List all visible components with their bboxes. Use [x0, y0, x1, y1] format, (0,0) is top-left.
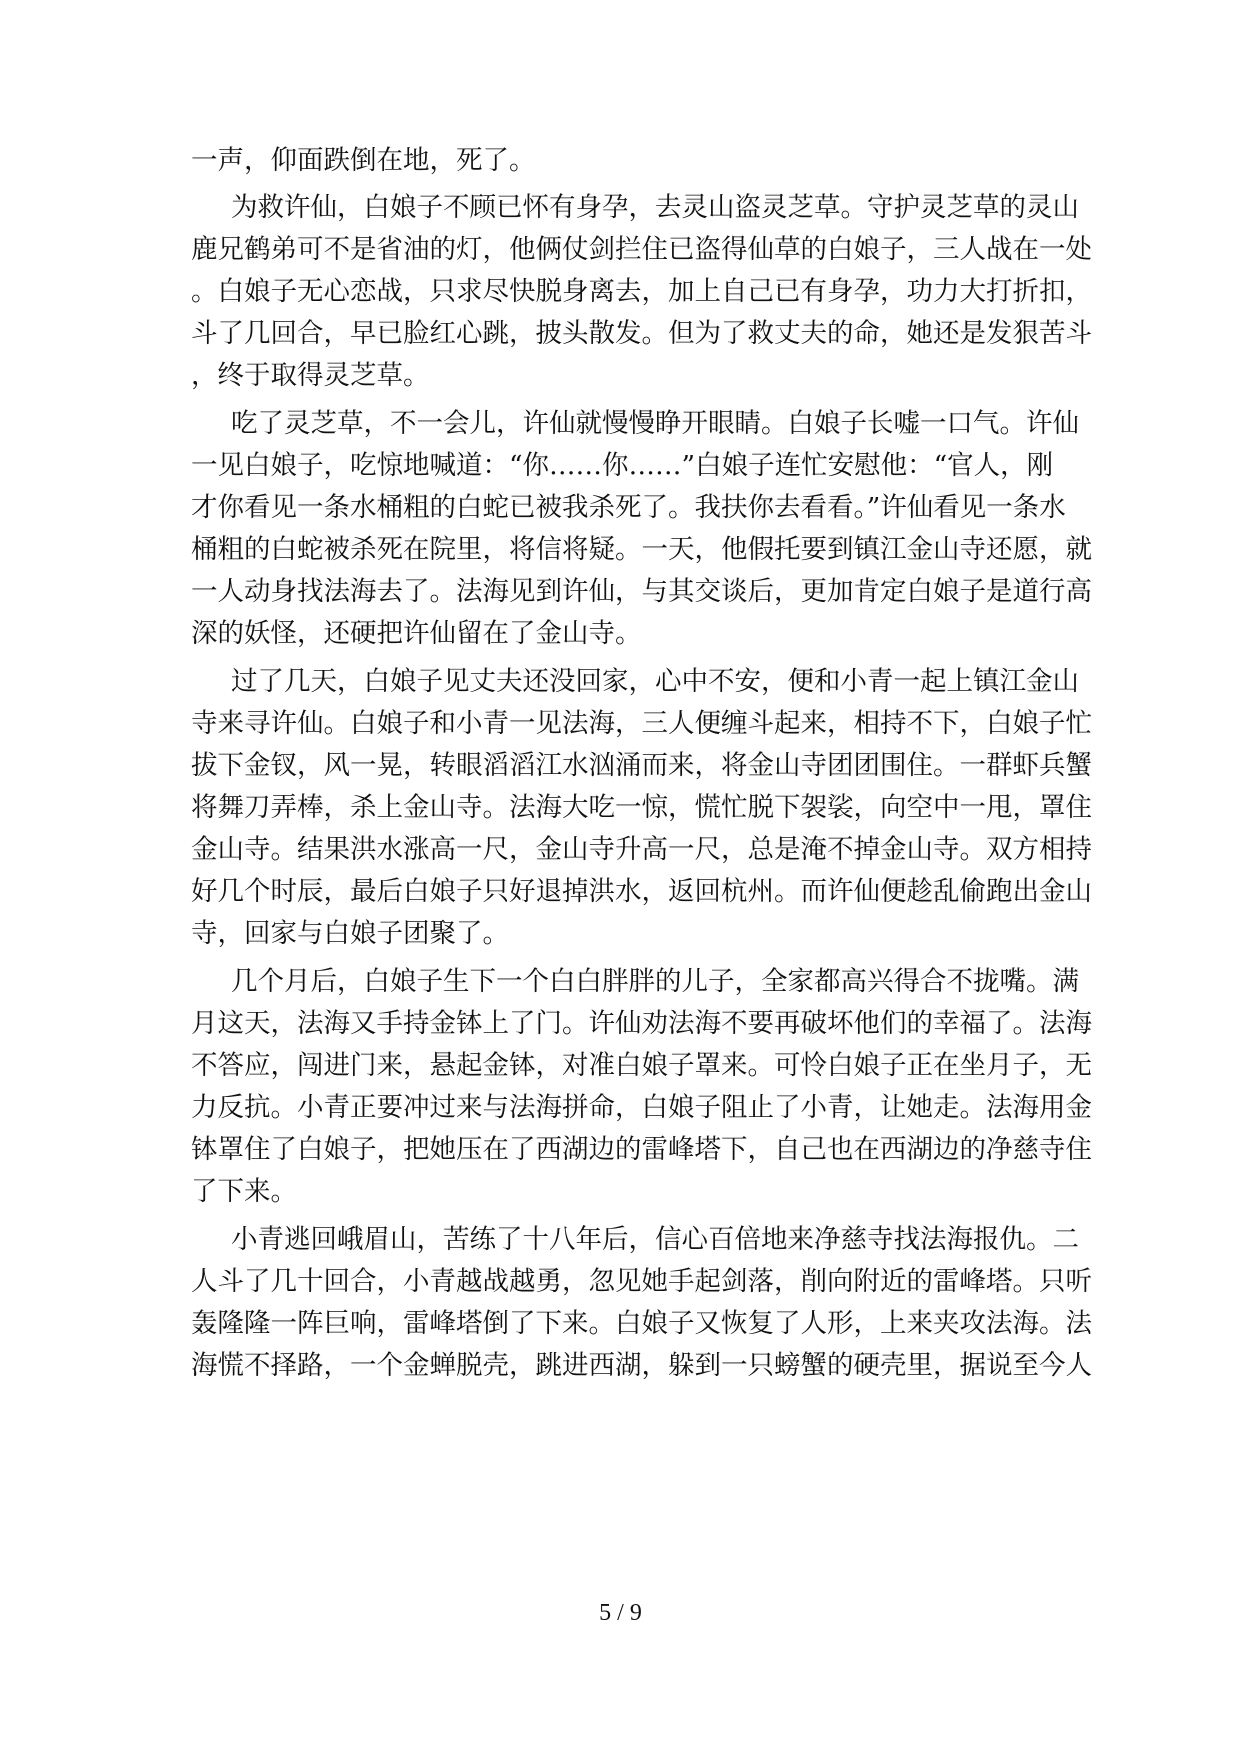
text-line: 寺来寻许仙。白娘子和小青一见法海，三人便缠斗起来，相持不下，白娘子忙 — [191, 708, 1092, 739]
text-line: 将舞刀弄棒，杀上金山寺。法海大吃一惊，慌忙脱下袈裟，向空中一甩，罩住 — [191, 792, 1092, 823]
text-line: 寺，回家与白娘子团聚了。 — [191, 918, 509, 949]
text-line: 不答应，闯进门来，悬起金钵，对准白娘子罩来。可怜白娘子正在坐月子，无 — [191, 1050, 1092, 1081]
text-line: 海慌不择路，一个金蝉脱壳，跳进西湖，躲到一只螃蟹的硬壳里，据说至今人 — [191, 1350, 1092, 1381]
text-line: 金山寺。结果洪水涨高一尺，金山寺升高一尺，总是淹不掉金山寺。双方相持 — [191, 834, 1092, 865]
text-line: 力反抗。小青正要冲过来与法海拼命，白娘子阻止了小青，让她走。法海用金 — [191, 1092, 1092, 1123]
text-line: 才你看见一条水桶粗的白蛇已被我杀死了。我扶你去看看。”许仙看见一条水 — [191, 492, 1066, 523]
text-line: 为救许仙，白娘子不顾已怀有身孕，去灵山盗灵芝草。守护灵芝草的灵山 — [231, 192, 1079, 223]
text-line: 一人动身找法海去了。法海见到许仙，与其交谈后，更加肯定白娘子是道行高 — [191, 576, 1092, 607]
text-line: 人斗了几十回合，小青越战越勇，忽见她手起剑落，削向附近的雷峰塔。只听 — [191, 1266, 1092, 1297]
text-line: 鹿兄鹤弟可不是省油的灯，他俩仗剑拦住已盗得仙草的白娘子，三人战在一处 — [191, 234, 1092, 265]
text-line: ，终于取得灵芝草。 — [191, 360, 430, 391]
text-line: 月这天，法海又手持金钵上了门。许仙劝法海不要再破坏他们的幸福了。法海 — [191, 1008, 1092, 1039]
text-line: 拔下金钗，风一晃，转眼滔滔江水汹涌而来，将金山寺团团围住。一群虾兵蟹 — [191, 750, 1092, 781]
text-line: 。白娘子无心恋战，只求尽快脱身离去，加上自己已有身孕，功力大打折扣， — [191, 276, 1092, 307]
text-line: 几个月后，白娘子生下一个白白胖胖的儿子，全家都高兴得合不拢嘴。满 — [231, 966, 1079, 997]
page-number: 5 / 9 — [599, 1600, 642, 1626]
text-line: 吃了灵芝草，不一会儿，许仙就慢慢睁开眼睛。白娘子长嘘一口气。许仙 — [231, 408, 1079, 439]
text-line: 深的妖怪，还硬把许仙留在了金山寺。 — [191, 618, 642, 649]
text-line: 小青逃回峨眉山，苦练了十八年后，信心百倍地来净慈寺找法海报仇。二 — [231, 1224, 1079, 1255]
text-line: 了下来。 — [191, 1176, 297, 1207]
text-line: 好几个时辰，最后白娘子只好退掉洪水，返回杭州。而许仙便趁乱偷跑出金山 — [191, 876, 1092, 907]
text-line: 一见白娘子，吃惊地喊道：“你……你……”白娘子连忙安慰他：“官人，刚 — [191, 450, 1054, 481]
text-line: 钵罩住了白娘子，把她压在了西湖边的雷峰塔下，自己也在西湖边的净慈寺住 — [191, 1134, 1092, 1165]
text-line: 桶粗的白蛇被杀死在院里，将信将疑。一天，他假托要到镇江金山寺还愿，就 — [191, 534, 1092, 565]
text-line: 斗了几回合，早已脸红心跳，披头散发。但为了救丈夫的命，她还是发狠苦斗 — [191, 318, 1092, 349]
text-line: 轰隆隆一阵巨响，雷峰塔倒了下来。白娘子又恢复了人形，上来夹攻法海。法 — [191, 1308, 1092, 1339]
text-line: 一声，仰面跌倒在地，死了。 — [191, 145, 536, 176]
text-line: 过了几天，白娘子见丈夫还没回家，心中不安，便和小青一起上镇江金山 — [231, 666, 1079, 697]
